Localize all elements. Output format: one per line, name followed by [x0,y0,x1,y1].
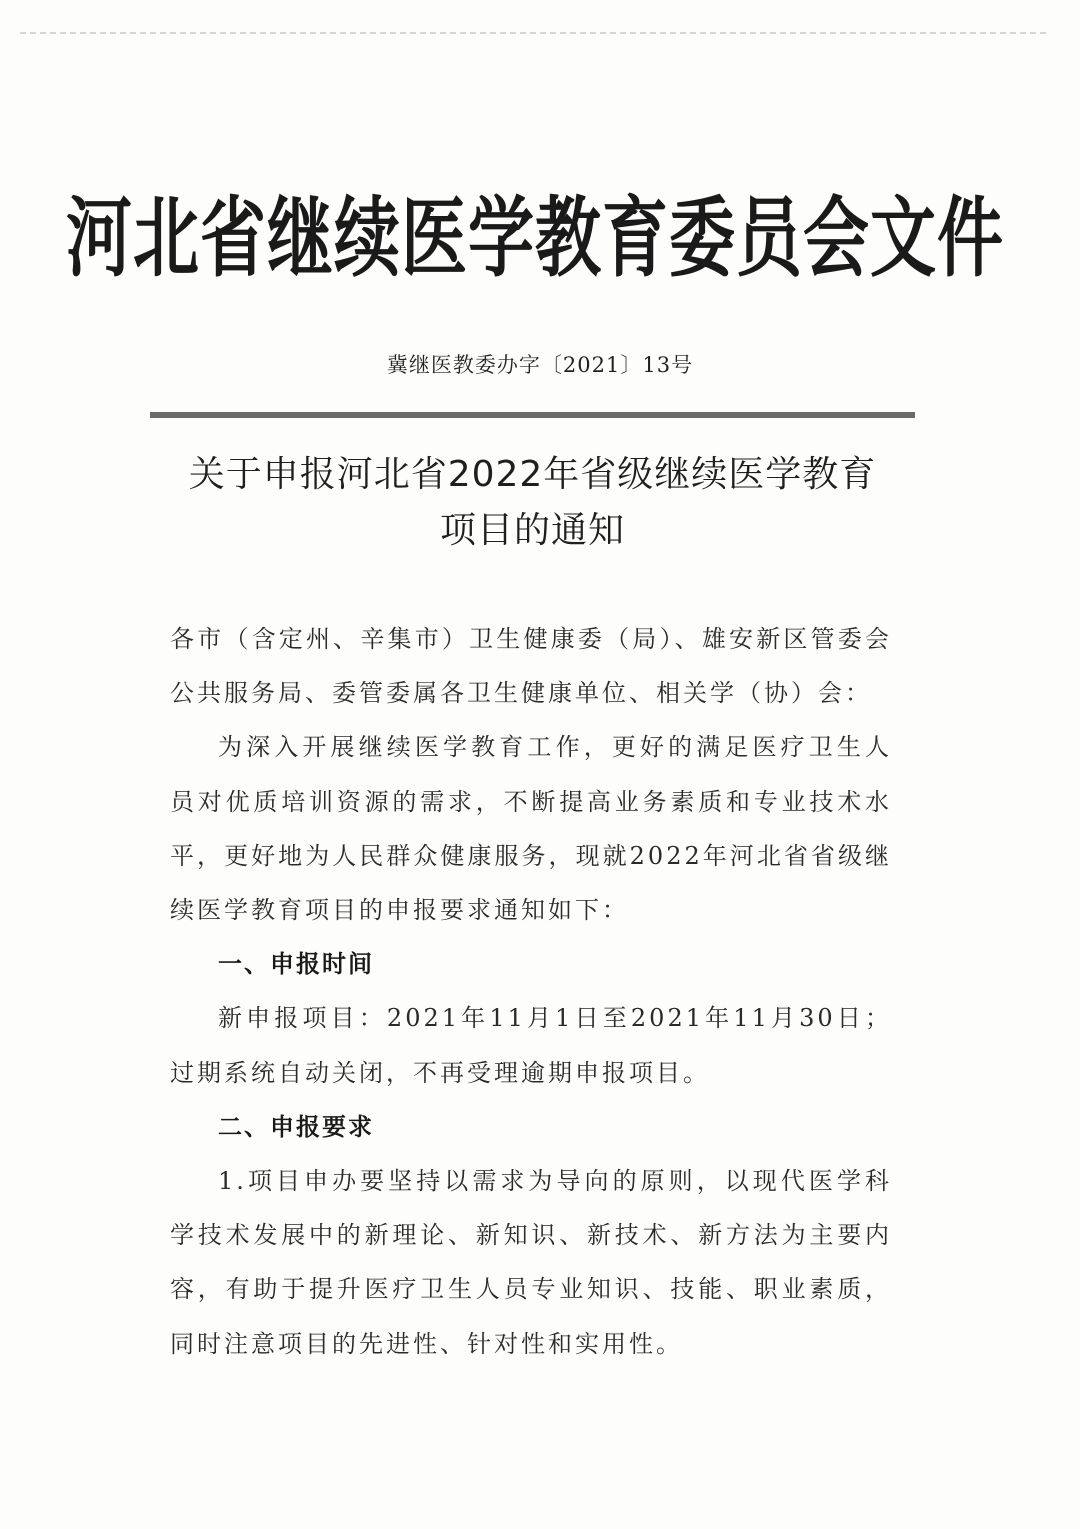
masthead-title: 河北省继续医学教育委员会文件 [66,187,1004,289]
notice-title-line-2: 项目的通知 [439,510,625,551]
notice-title [150,447,915,559]
intro-paragraph: 为深入开展继续医学教育工作，更好的满足医疗卫生人员对优质培训资源的需求，不断提高业务素质和专业技术水平，更好地为人民群众健康服务，现就2022年河北省省级继续医学教育项目的申报要求通知如下： [170,733,892,925]
masthead [66,170,1004,290]
scan-edge-line [20,32,1050,34]
document-number: 冀继医教委办字〔2021〕13号 [386,353,694,377]
section-2-heading: 二、申报要求 [218,1112,374,1141]
addressee-paragraph: 各市（含定州、辛集市）卫生健康委（局）、雄安新区管委会公共服务局、委管委属各卫生健康单位、相关学（协）会： [170,625,892,708]
section-1-heading: 一、申报时间 [218,950,374,979]
section-2-item-1: 1.项目申办要坚持以需求为导向的原则，以现代医学科学技术发展中的新理论、新知识、新技术、新方法为主要内容，有助于提升医疗卫生人员专业知识、技能、职业素质，同时注意项目的先进性、针对性和实用性。 [170,1167,892,1358]
section-1-paragraph: 新申报项目：2021年11月1日至2021年11月30日；过期系统自动关闭，不再受理逾期申报项目。 [170,1004,892,1087]
notice-body [170,612,892,1371]
notice-title-line-1: 关于申报河北省2022年省级继续医学教育 [188,454,877,495]
header-divider [150,412,915,418]
